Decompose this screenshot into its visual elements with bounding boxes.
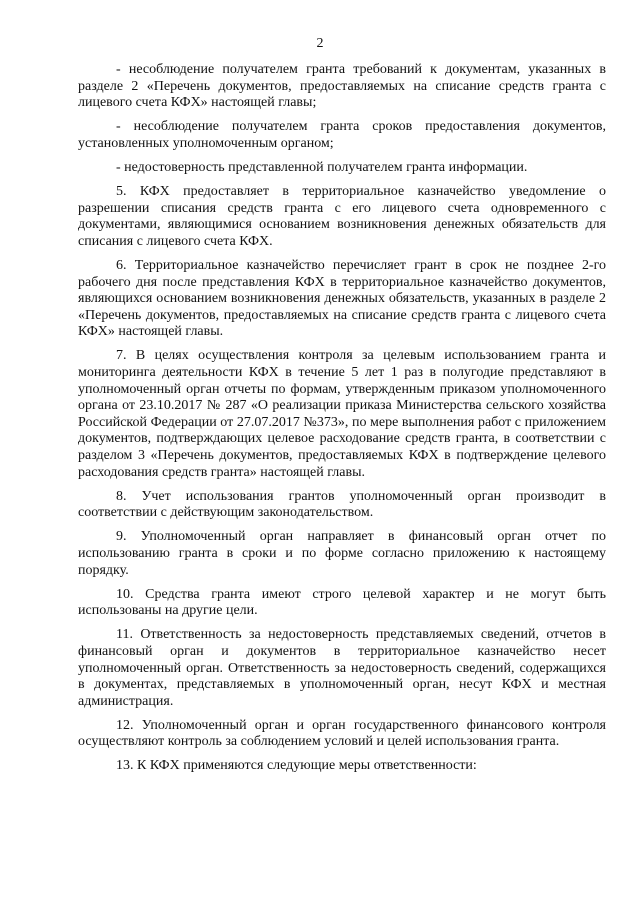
paragraph-item-6: 6. Территориальное казначейство перечисляет грант в срок не позднее 2-го рабочего дня после представления КФХ в территориальное казначейство документов, являющихся основанием возникновения денежных обязательств, указанных в разделе 2 «Перечень документов, предоставляемых на списание средств гранта с лицевого счета КФХ» настоящей главы. <box>78 257 606 340</box>
paragraph-requirements-violation: - несоблюдение получателем гранта требований к документам, указанных в разделе 2 «Перечень документов, предоставляемых на списание средств гранта с лицевого счета КФХ» настоящей главы; <box>78 62 606 111</box>
paragraph-item-10: 10. Средства гранта имеют строго целевой характер и не могут быть использованы на другие цели. <box>78 586 606 619</box>
document-body <box>78 62 606 783</box>
paragraph-item-7: 7. В целях осуществления контроля за целевым использованием гранта и мониторинга деятельности КФХ в течение 5 лет 1 раз в полугодие представляют в уполномоченный орган отчеты по формам, утвержденным приказом уполномоченного органа от 23.10.2017 № 287 «О реализации приказа Министерства сельского хозяйства Российской Федерации от 27.07.2017 №373», по мере выполнения работ с приложением документов, подтверждающих целевое расходование средств гранта, в соответствии с разделом 3 «Перечень документов, предоставляемых КФХ в подтверждение целевого расходования средств гранта» настоящей главы. <box>78 348 606 480</box>
paragraph-item-12: 12. Уполномоченный орган и орган государственного финансового контроля осуществляют контроль за соблюдением условий и целей использования гранта. <box>78 717 606 750</box>
paragraph-item-9: 9. Уполномоченный орган направляет в финансовый орган отчет по использованию гранта в сроки и по форме согласно приложению к настоящему порядку. <box>78 529 606 578</box>
paragraph-deadline-violation: - несоблюдение получателем гранта сроков предоставления документов, установленных уполномоченным органом; <box>78 119 606 151</box>
paragraph-item-8: 8. Учет использования грантов уполномоченный орган производит в соответствии с действующим законодательством. <box>78 488 606 521</box>
paragraph-item-5: 5. КФХ предоставляет в территориальное казначейство уведомление о разрешении списания средств гранта с его лицевого счета одновременного с документами, являющимися основанием возникновения денежных обязательств для списания с лицевого счета КФХ. <box>78 184 606 249</box>
paragraph-false-information: - недостоверность представленной получателем гранта информации. <box>116 159 528 175</box>
paragraph-item-11: 11. Ответственность за недостоверность представляемых сведений, отчетов в финансовый орган и документов в территориальное казначейство несет уполномоченный орган. Ответственность за недостоверность сведений, содержащихся в документах, представляемых в уполномоченный орган, несут КФХ и местная администрация. <box>78 627 606 709</box>
paragraph-item-13: 13. К КФХ применяются следующие меры ответственности: <box>116 758 477 774</box>
page-number: 2 <box>316 36 324 51</box>
